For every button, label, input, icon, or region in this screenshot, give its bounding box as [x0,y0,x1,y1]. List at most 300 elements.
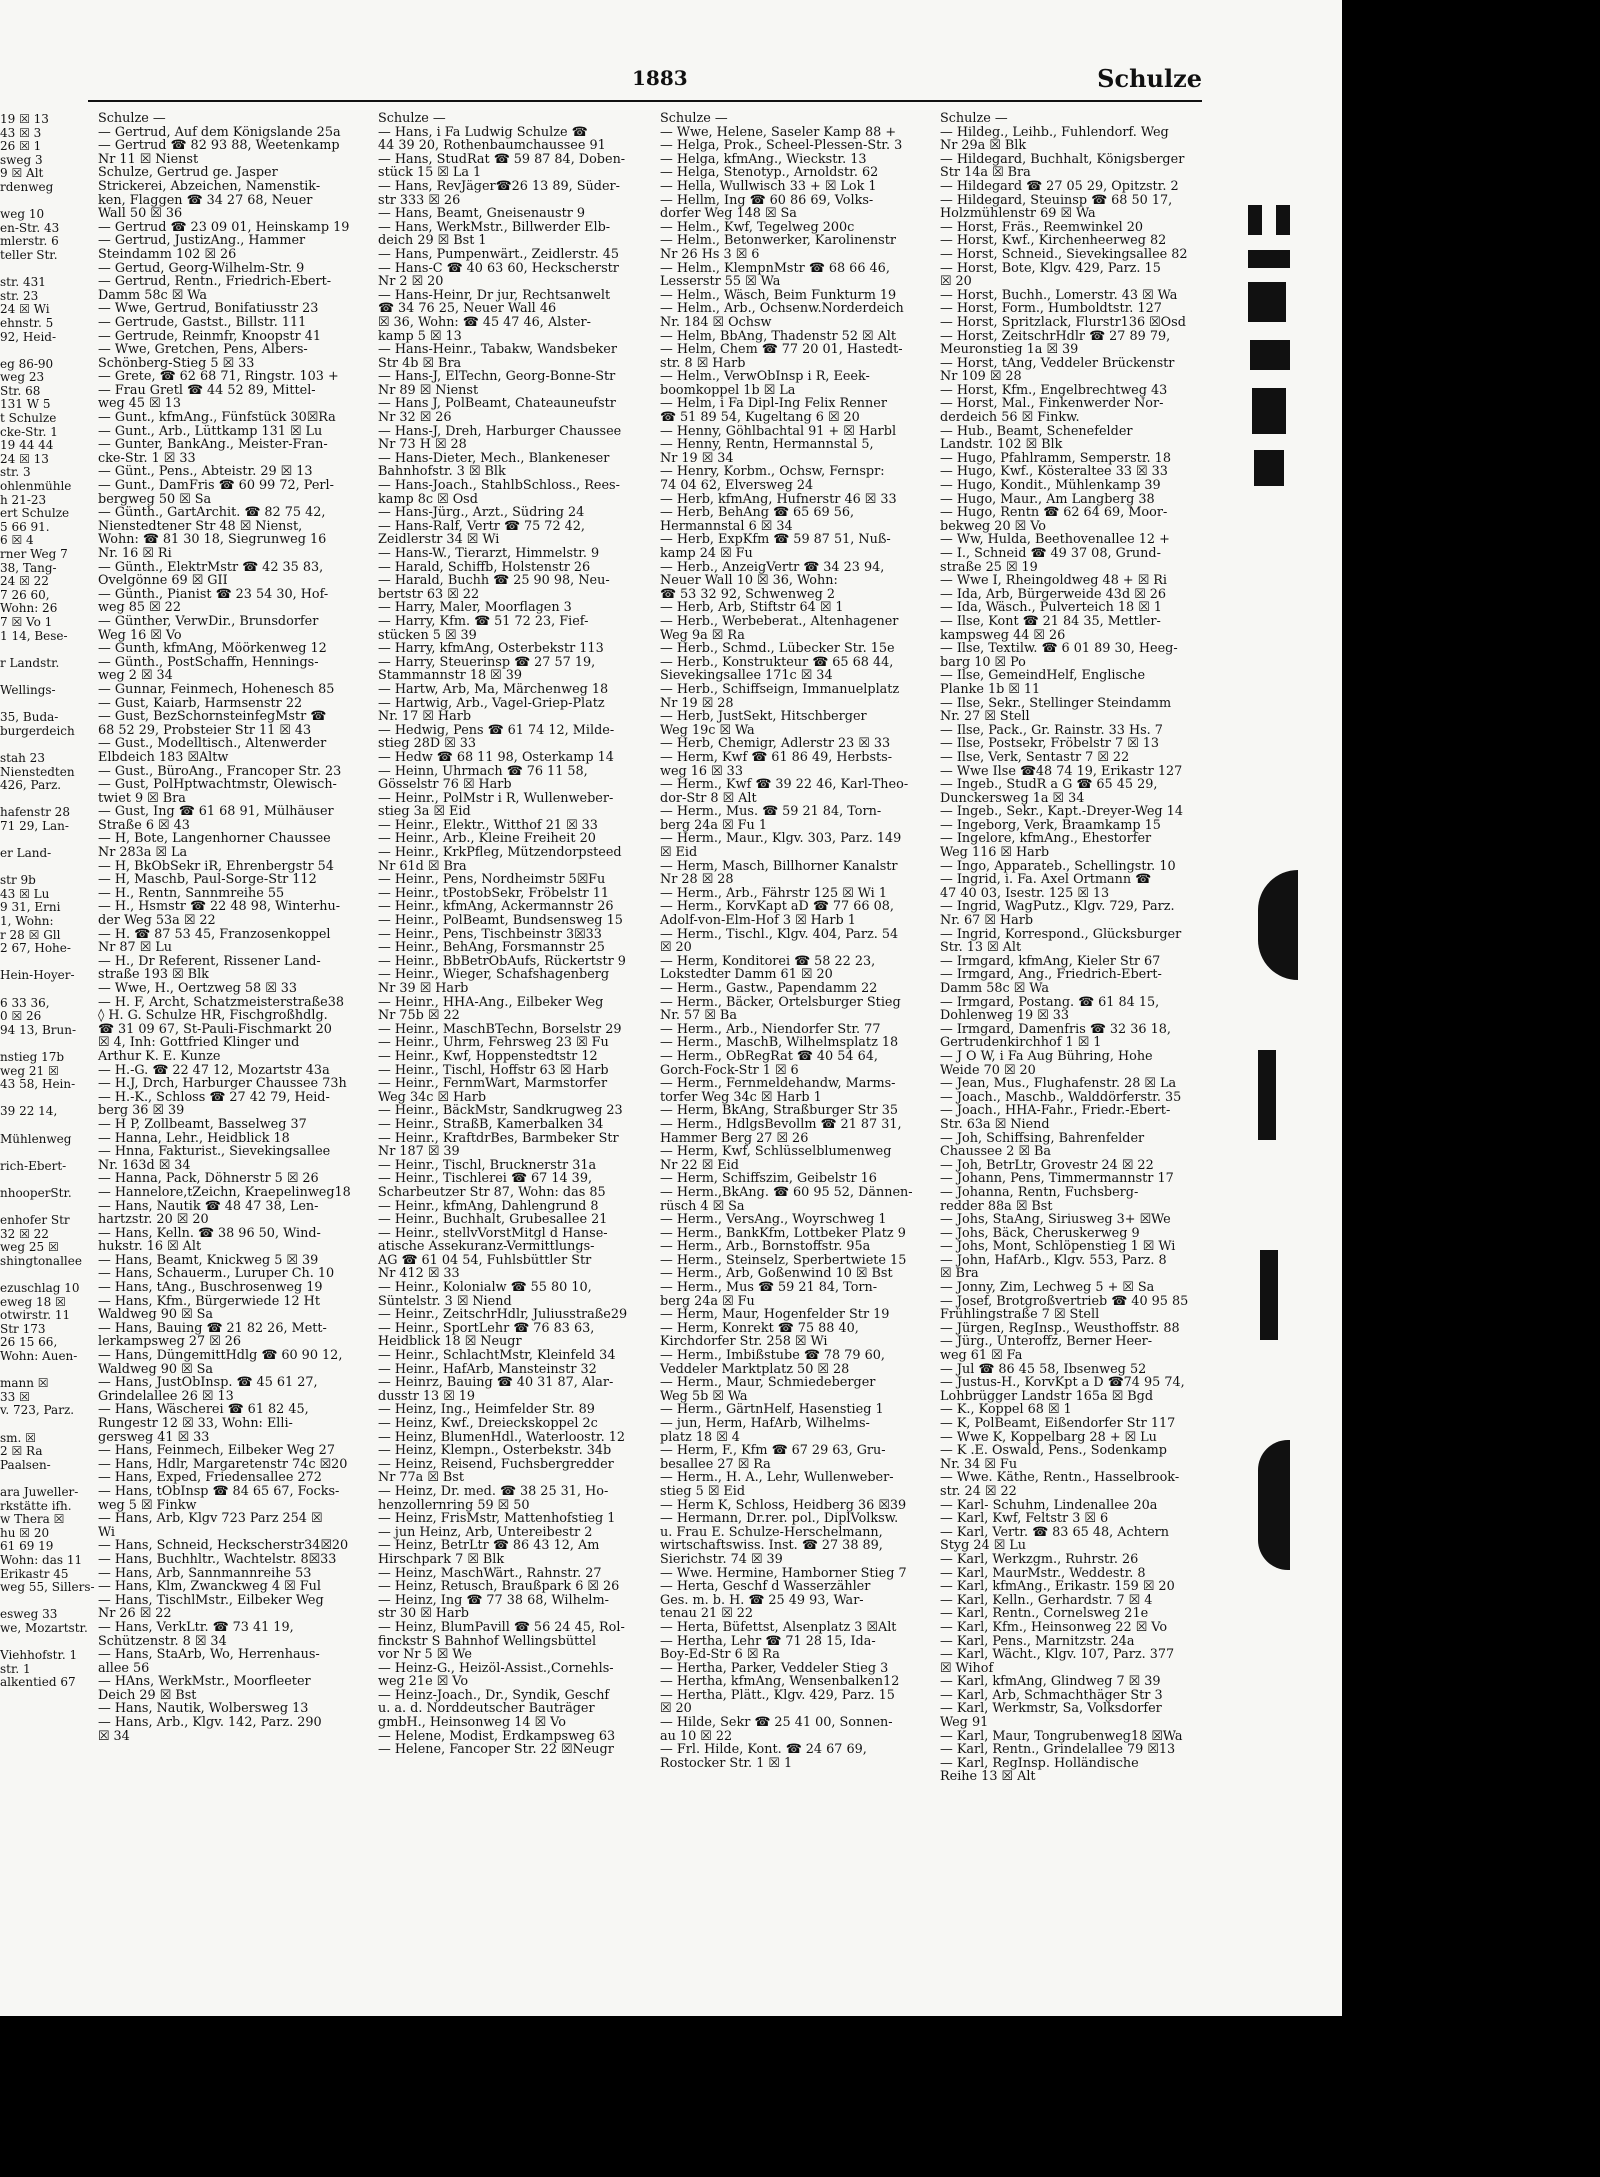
entry-line: — Günth., GartArchit. ☎ 82 75 42, [98,505,326,521]
entry-line: — Hans, Feinmech, Eilbeker Weg 27 [98,1443,335,1459]
entry-line: weg 85 ☒ 22 [98,600,181,616]
fragment-line: rner Weg 7 [0,547,68,561]
entry-line: u. a. d. Norddeutscher Bauträger [378,1701,595,1717]
entry-line: — Hans, Buchhltr., Wachtelstr. 8☒33 [98,1551,337,1567]
fragment-line: Wohn: 26 [0,601,58,616]
entry-line: Holzmühlenstr 69 ☒ Wa [940,206,1096,222]
entry-line: — Hans, Arb, Klgv 723 Parz 254 ☒ [98,1511,323,1527]
entry-line: Wi [98,1524,116,1540]
entry-line: — Wwe I, Rheingoldweg 48 + ☒ Ri [940,573,1167,589]
entry-line: — Herm, Kwf ☎ 61 86 49, Herbsts- [660,749,893,765]
entry-line: — Herm., VersAng., Woyrschweg 1 [660,1212,887,1228]
entry-line: Nr 11 ☒ Nienst [98,151,199,167]
entry-line: — Herm., Mus. ☎ 59 21 84, Torn- [660,804,882,820]
entry-line: — Josef, Brotgroßvertrieb ☎ 40 95 85 [940,1293,1189,1309]
fragment-line: w Thera ☒ [0,1512,65,1527]
entry-line: — Heinz, BlumenHdl., Waterloostr. 12 [378,1429,625,1445]
entry-line: — Hannelore,tZeichn, Kraepelinweg18 [98,1184,351,1200]
entry-line: — Gunnar, Feinmech, Hohenesch 85 [98,681,335,697]
fragment-line: 92, Heid- [0,329,57,344]
fragment-line [0,1036,42,1050]
fragment-line: 9 ☒ Alt [0,166,44,181]
entry-line: — Helm., Wäsch, Beim Funkturm 19 [660,287,897,303]
entry-line: — Hans, Kfm., Bürgerwiede 12 Ht [98,1293,320,1309]
entry-line: — Joh, Schiffsing, Bahrenfelder [940,1130,1145,1146]
entry-line: dor-Str 8 ☒ Alt [660,790,757,806]
entry-line: — Herm., Arb, Goßenwind 10 ☒ Bst [660,1266,893,1282]
entry-line: — Hans J, PolBeamt, Chateauneufstr [378,396,616,412]
entry-line: — Heinz, BetrLtr ☎ 86 43 12, Am [378,1538,600,1554]
entry-line: — Gunth, kfmAng, Möörkenweg 12 [98,641,327,657]
entry-line: Nr 32 ☒ 26 [378,410,452,426]
entry-line: — Herb., Werbeberat., Altenhagener [660,613,899,629]
fragment-line: ohlenmühle [0,479,72,494]
entry-line: — Heinr., PolMstr i R, Wullenweber- [378,790,614,806]
entry-line: — Harry, Steuerinsp ☎ 27 57 19, [378,654,596,670]
entry-line: Frühlingstraße 7 ☒ Stell [940,1307,1100,1323]
entry-line: — Gust, BezSchornsteinfegMstr ☎ [98,709,327,725]
entry-line: Nr. 34 ☒ Fu [940,1456,1018,1472]
entry-line: — H., Hsmstr ☎ 22 48 98, Winterhu- [98,899,341,915]
entry-line: str 333 ☒ 26 [378,192,461,208]
entry-line: der Weg 53a ☒ 22 [98,913,216,929]
entry-line: — Hans, VerkLtr. ☎ 73 41 19, [98,1619,294,1635]
fragment-line: alkentied 67 [0,1675,76,1690]
entry-line: stieg 3a ☒ Eid [378,804,471,820]
entry-line: — Hildegard, Steuinsp ☎ 68 50 17, [940,192,1173,208]
fragment-line [0,642,42,656]
entry-line: stieg 5 ☒ Eid [660,1483,746,1499]
entry-line: — Helm., Betonwerker, Karolinenstr [660,233,896,249]
entry-line: — Heinr., BäckMstr, Sandkrugweg 23 [378,1103,623,1119]
entry-line: — Henny, Rentn, Hermannstal 5, [660,437,874,453]
fragment-line: 38, Tang- [0,560,57,575]
entry-line: Zeidlerstr 34 ☒ Wi [378,532,500,548]
entry-line: — Heinr., SchlachtMstr, Kleinfeld 34 [378,1348,616,1364]
entry-line: — Harald, Buchh ☎ 25 90 98, Neu- [378,573,610,589]
entry-line: — Helm., Arb., Ochsenw.Norderdeich [660,301,904,317]
entry-line: — Hertha, Lehr ☎ 71 28 15, Ida- [660,1633,876,1649]
fragment-line: h 21-23 [0,492,47,507]
entry-line: — J O W, i Fa Aug Bühring, Hohe [940,1048,1153,1064]
entry-line: — Hans, Arb., Klgv. 142, Parz. 290 [98,1715,322,1731]
entry-line: — Hedwig, Pens ☎ 61 74 12, Milde- [378,722,615,738]
fragment-line: Str 173 [0,1321,46,1336]
entry-line: — Hans, Wäscherei ☎ 61 82 45, [98,1402,309,1418]
entry-line: Lohbrügger Landstr 165a ☒ Bgd [940,1388,1154,1404]
entry-line: — Helga, kfmAng., Wieckstr. 13 [660,151,867,167]
entry-line: — Herm., BankKfm, Lottbeker Platz 9 [660,1225,906,1241]
entry-line: — Gertrud, Auf dem Königslande 25a [98,124,341,140]
entry-line: — Heinr., Pens, Nordheimstr 5☒Fu [378,872,606,888]
entry-line: Nr 187 ☒ 39 [378,1144,460,1160]
entry-line: — Heinr., Pens, Tischbeinstr 3☒33 [378,926,602,942]
fragment-line: Wohn: das 11 [0,1552,83,1567]
entry-line: — Ilse, GemeindHelf, Englische [940,668,1146,684]
fragment-line: r Landstr. [0,655,60,670]
entry-line: Nr 77a ☒ Bst [378,1470,465,1486]
fragment-line: rdenweg [0,179,54,194]
entry-line: wirtschaftswiss. Inst. ☎ 27 38 89, [660,1538,883,1554]
fragment-line: ara Juweller- [0,1484,79,1499]
entry-line: — Hans-J, Dreh, Harburger Chaussee [378,423,622,439]
entry-line: — Hellm, Ing ☎ 60 86 69, Volks- [660,192,874,208]
entry-line: — Hugo, Kondit., Mühlenkamp 39 [940,478,1161,494]
entry-line: Nr 87 ☒ Lu [98,940,173,956]
entry-line: — Heinr., BehAng, Forsmannstr 25 [378,940,605,956]
entry-line: — Herm, BkAng, Straßburger Str 35 [660,1103,899,1119]
fragment-line: sweg 3 [0,152,43,167]
fragment-line: 71 29, Lan- [0,818,69,833]
entry-line: — Johs, Mont, Schlöpenstieg 1 ☒ Wi [940,1239,1176,1255]
fragment-line [0,1635,42,1649]
entry-line: — K .E. Oswald, Pens., Sodenkamp [940,1443,1167,1459]
entry-line: — Frau Gretl ☎ 44 52 89, Mittel- [98,382,316,398]
entry-line: — Herta, Büfettst, Alsenplatz 3 ☒Alt [660,1619,897,1635]
entry-line: — Heinz, FrisMstr, Mattenhofstieg 1 [378,1511,616,1527]
entry-line: lerkampsweg 27 ☒ 26 [98,1334,242,1350]
fragment-line: weg 25 ☒ [0,1240,59,1255]
entry-line: — Hans, tObInsp ☎ 84 65 67, Focks- [98,1483,340,1499]
entry-line: — Heinz, Ing., Heimfelder Str. 89 [378,1402,595,1418]
entry-line: Elbdeich 183 ☒Altw [98,749,229,765]
entry-line: — Johann, Pens, Timmermannstr 17 [940,1171,1174,1187]
fragment-line: 426, Parz. [0,778,62,793]
entry-line: — jun, Herm, HafArb, Wilhelms- [660,1416,870,1431]
entry-line: — Karl, Vertr. ☎ 83 65 48, Achtern [940,1524,1169,1540]
fragment-line [0,1471,42,1485]
fragment-line [0,1417,42,1431]
entry-line: — Johs, Bäck, Cheruskerweg 9 [940,1225,1140,1241]
entry-line: — Ilse, Textilw. ☎ 6 01 89 30, Heeg- [940,641,1178,657]
entry-line: stieg 28D ☒ 33 [378,736,477,752]
entry-line: weg 2 ☒ 34 [98,668,173,684]
entry-line: — Heinz, BlumPavill ☎ 56 24 45, Rol- [378,1619,625,1635]
fragment-line: eweg 18 ☒ [0,1294,66,1309]
entry-line: — H, Maschb, Paul-Sorge-Str 112 [98,872,317,888]
entry-line: — Jean, Mus., Flughafenstr. 28 ☒ La [940,1076,1177,1092]
fragment-line: 24 ☒ 22 [0,574,49,589]
entry-line: — Wwe K, Koppelbarg 28 + ☒ Lu [940,1429,1157,1445]
entry-line: — Joh, BetrLtr, Grovestr 24 ☒ 22 [940,1157,1154,1173]
entry-line: — Hans, Beamt, Gneisenaustr 9 [378,206,586,222]
entry-line: — Herb, Arb, Stiftstr 64 ☒ 1 [660,600,844,616]
fragment-line: Wohn: Auen- [0,1349,78,1364]
entry-line: — Herm., Maur, Schmiedeberger [660,1375,876,1391]
entry-line: — Helm., KlempnMstr ☎ 68 66 46, [660,260,890,276]
entry-line: — Herm., Arb., Niendorfer Str. 77 [660,1021,881,1037]
entry-line: Nienstedtener Str 48 ☒ Nienst, [98,518,303,534]
entry-line: — Wwe, Gretchen, Pens, Albers- [98,342,308,358]
entry-line: Dunckersweg 1a ☒ 34 [940,790,1085,806]
entry-line: — Karl, MaurMstr., Weddestr. 8 [940,1565,1146,1581]
fragment-line: str 9b [0,873,36,888]
entry-line: — Gust, Ing ☎ 61 68 91, Mülhäuser [98,804,334,820]
fragment-line [0,1172,42,1186]
entry-line: — Hertha, Parker, Veddeler Stieg 3 [660,1660,889,1676]
fragment-line: mann ☒ [0,1376,49,1391]
entry-line: Gertrudenkirchhof 1 ☒ 1 [940,1035,1102,1051]
entry-line: — Hildeg., Leihb., Fuhlendorf. Weg [940,124,1169,140]
entry-line: — Harry, Kfm. ☎ 51 72 23, Fief- [378,613,589,629]
entry-line: — Karl, Rentn., Grindelallee 79 ☒13 [940,1742,1176,1758]
entry-line: — Horst, ZeitschrHdlr ☎ 27 89 79, [940,328,1171,344]
entry-line: — H. ☎ 87 53 45, Franzosenkoppel [98,926,331,942]
fragment-line: hafenstr 28 [0,805,70,820]
fragment-line: Nienstedten [0,764,75,779]
entry-line: — Gunter, BankAng., Meister-Fran- [98,437,328,453]
fragment-line: weg 10 [0,207,45,222]
entry-line: — Johs, StaAng, Siriusweg 3+ ☒We [940,1212,1171,1228]
entry-line: — Hans-Heinr., Tabakw, Wandsbeker [378,342,617,358]
entry-line: — Hartwig, Arb., Vagel-Griep-Platz [378,695,605,711]
entry-line: — Heinr., SportLehr ☎ 76 83 63, [378,1320,595,1336]
fragment-line [0,1118,42,1132]
entry-line: — Gust., Modelltisch., Altenwerder [98,736,327,752]
entry-line: Adolf-von-Elm-Hof 3 ☒ Harb 1 [660,913,856,929]
fragment-line: 0 ☒ 26 [0,1009,42,1024]
entry-line: — H.-K., Schloss ☎ 27 42 79, Heid- [98,1089,330,1105]
entry-line: — Hans, Beamt, Knickweg 5 ☒ 39 [98,1252,319,1268]
fragment-line: 6 ☒ 4 [0,533,34,548]
entry-line: Nr. 57 ☒ Ba [660,1008,737,1024]
entry-line: — Heinz-G., Heizöl-Assist.,Cornehls- [378,1660,614,1676]
directory-column-4 [940,112,1202,1784]
entry-line: — Heinz, Kwf., Dreieckskoppel 2c [378,1416,598,1431]
fragment-line: v. 723, Parz. [0,1403,75,1418]
entry-line: — Herta, Geschf d Wasserzähler [660,1579,871,1595]
fragment-line: 32 ☒ 22 [0,1226,49,1241]
entry-line: Weg 34c ☒ Harb [378,1089,487,1105]
entry-line: Str. 63a ☒ Niend [940,1116,1050,1132]
entry-line: Nr 19 ☒ 28 [660,695,734,711]
entry-line: ☒ 20 [660,940,692,956]
entry-line: — Herb, BehAng ☎ 65 69 56, [660,505,855,521]
entry-line: — Joach., HHA-Fahr., Friedr.-Ebert- [940,1103,1171,1119]
entry-line: — Hans, Nautik ☎ 48 47 38, Len- [98,1198,319,1214]
entry-line: — Horst, Fräs., Reemwinkel 20 [940,219,1144,235]
entry-line: — Ingelore, kfmAng., Ehestorfer [940,831,1152,847]
fragment-line: rkstätte ifh. [0,1498,72,1513]
entry-line: straße 193 ☒ Blk [98,967,209,983]
entry-line: — Hans, Exped, Friedensallee 272 [98,1470,322,1486]
entry-line: cke-Str. 1 ☒ 33 [98,450,196,466]
fragment-line [0,1200,42,1214]
entry-line: finckstr S Bahnhof Wellingsbüttel [378,1633,597,1649]
entry-line: — Heinz, MaschWärt., Rahnstr. 27 [378,1565,602,1581]
entry-line: — Karl, Wächt., Klgv. 107, Parz. 377 [940,1647,1175,1663]
entry-line: — Hartw, Arb, Ma, Märchenweg 18 [378,681,609,697]
entry-line: kamp 5 ☒ 13 [378,328,462,344]
entry-line: — Justus-H., KorvKpt a D ☎74 95 74, [940,1375,1185,1391]
entry-line: — Heinr., HHA-Ang., Eilbeker Weg [378,994,604,1010]
entry-line: ☒ Bra [940,1266,979,1282]
entry-line: Nr 61d ☒ Bra [378,858,467,874]
entry-line: au 10 ☒ 22 [660,1728,733,1744]
fragment-line: ehnstr. 5 [0,315,54,330]
entry-line: Schulze — [378,111,446,126]
entry-line: Rostocker Str. 1 ☒ 1 [660,1755,793,1771]
fragment-line [0,1091,42,1105]
entry-line: atische Assekuranz-Vermittlungs- [378,1239,595,1255]
entry-line: — Harry, kfmAng, Osterbekstr 113 [378,641,604,657]
entry-line: — Jonny, Zim, Lechweg 5 + ☒ Sa [940,1280,1155,1296]
entry-line: — Karl- Schuhm, Lindenallee 20a [940,1497,1158,1513]
fragment-line [0,343,42,357]
entry-line: — Herm., MaschB, Wilhelmsplatz 18 [660,1035,899,1051]
entry-line: — Herb., AnzeigVertr ☎ 34 23 94, [660,559,885,575]
fragment-line: esweg 33 [0,1607,58,1622]
entry-line: — Irmgard, kfmAng, Kieler Str 67 [940,953,1161,969]
entry-line: — jun Heinz, Arb, Untereibestr 2 [378,1524,593,1540]
entry-line: — Günth., ElektrMstr ☎ 42 35 83, [98,559,324,575]
entry-line: Hammer Berg 27 ☒ 26 [660,1130,809,1146]
fragment-line: 26 ☒ 1 [0,139,42,154]
entry-line: boomkoppel 1b ☒ La [660,382,796,398]
entry-line: — Karl, Pens., Marnitzstr. 24a [940,1633,1135,1649]
entry-line: — Wwe, Helene, Saseler Kamp 88 + [660,124,897,140]
entry-line: — Helm., Kwf, Tegelweg 200c [660,219,855,235]
fragment-line: cke-Str. 1 [0,424,58,439]
entry-line: — Wwe, H., Oertzweg 58 ☒ 33 [98,981,298,996]
entry-line: — Herm., KorvKapt aD ☎ 77 66 08, [660,899,894,915]
entry-line: Schützenstr. 8 ☒ 34 [98,1633,227,1649]
entry-line: Schulze, Gertrud ge. Jasper [98,165,278,181]
fragment-line: 131 W 5 [0,397,51,412]
entry-line: Nr. 184 ☒ Ochsw [660,314,772,330]
entry-line: Kirchdorfer Str. 258 ☒ Wi [660,1334,828,1350]
entry-line: — Helm, BbAng, Thadenstr 52 ☒ Alt [660,328,897,344]
entry-line: — Horst, Kfm., Engelbrechtweg 43 [940,382,1168,398]
entry-line: — H, BkObSekr iR, Ehrenbergstr 54 [98,858,334,874]
entry-line: — Hans, Kelln. ☎ 38 96 50, Wind- [98,1225,321,1241]
entry-line: 74 04 62, Elversweg 24 [660,478,814,494]
fragment-line: 6 33 36, [0,995,50,1010]
entry-line: Ges. m. b. H. ☎ 25 49 93, War- [660,1592,864,1608]
entry-line: berg 24a ☒ Fu [660,1293,755,1309]
fragment-line: Viehhofstr. 1 [0,1648,78,1663]
entry-line: — Herb, ExpKfm ☎ 59 87 51, Nuß- [660,532,891,548]
entry-line: — Herm., Fernmeldehandw, Marms- [660,1076,896,1092]
fragment-line: sm. ☒ [0,1430,36,1445]
entry-line: — Ingo, Apparateb., Schellingstr. 10 [940,858,1176,874]
entry-line: bergweg 50 ☒ Sa [98,491,212,507]
entry-line: weg 16 ☒ 33 [660,763,743,779]
entry-line: — Heinr., Kwf, Hoppenstedtstr 12 [378,1048,598,1064]
entry-line: Str 14a ☒ Bra [940,165,1031,181]
entry-line: — Hans, StudRat ☎ 59 87 84, Doben- [378,151,626,167]
entry-line: — K., Koppel 68 ☒ 1 [940,1402,1072,1418]
entry-line: bekweg 20 ☒ Vo [940,518,1046,534]
fragment-line: 5 66 91. [0,519,50,534]
entry-line: — Heinz, Ing ☎ 77 38 68, Wilhelm- [378,1592,609,1608]
entry-line: — Hugo, Kwf., Kösteraltee 33 ☒ 33 [940,464,1168,480]
entry-line: — Ida, Arb, Bürgerweide 43d ☒ 26 [940,586,1167,602]
entry-line: Rungestr 12 ☒ 33, Wohn: Elli- [98,1416,293,1431]
entry-line: — Hella, Wullwisch 33 + ☒ Lok 1 [660,178,877,194]
entry-line: barg 10 ☒ Po [940,654,1026,670]
entry-line: Hirschpark 7 ☒ Blk [378,1551,505,1567]
entry-line: Weg 9a ☒ Ra [660,627,745,643]
entry-line: — Horst, Spritzlack, Flurstr136 ☒Osd [940,314,1186,330]
entry-line: Nr 2 ☒ 20 [378,274,444,290]
entry-line: Nr. 27 ☒ Stell [940,709,1030,725]
fragment-line [0,1594,42,1608]
entry-line: — Heinz, Klempn., Osterbekstr. 34b [378,1443,612,1459]
entry-line: — Horst, Form., Humboldtstr. 127 [940,301,1162,317]
entry-line: — Herb, JustSekt, Hitschberger [660,709,867,725]
entry-line: — Heinr., BbBetrObAufs, Rückertstr 9 [378,953,626,969]
entry-line: — Karl, Arb, Schmachthäger Str 3 [940,1687,1163,1703]
entry-line: — Irmgard, Postang. ☎ 61 84 15, [940,994,1160,1010]
entry-line: — Ingrid, i. Fa. Axel Ortmann ☎ [940,872,1152,888]
fragment-line [0,1267,42,1281]
entry-line: — Heinr., Uhrm, Fehrsweg 23 ☒ Fu [378,1035,609,1051]
entry-line: platz 18 ☒ 4 [660,1429,740,1445]
entry-line: — Ww, Hulda, Beethovenallee 12 + [940,532,1170,548]
entry-line: dorfer Weg 148 ☒ Sa [660,206,797,222]
entry-line: berg 36 ☒ 39 [98,1103,185,1119]
entry-line: — Frl. Hilde, Kont. ☎ 24 67 69, [660,1742,867,1758]
entry-line: — Ingrid, WagPutz., Klgv. 729, Parz. [940,899,1175,915]
entry-line: — Herb, Chemigr, Adlerstr 23 ☒ 33 [660,736,891,752]
entry-line: — H. F, Archt, Schatzmeisterstraße38 [98,994,344,1010]
entry-line: allee 56 [98,1660,150,1676]
entry-line: — Hans, TischlMstr., Eilbeker Weg [98,1592,324,1608]
entry-line: Waldweg 90 ☒ Sa [98,1307,214,1323]
entry-line: — Irmgard, Ang., Friedrich-Ebert- [940,967,1162,983]
entry-line: — Günt., Pens., Abteistr. 29 ☒ 13 [98,464,313,480]
fragment-line: mlerstr. 6 [0,234,59,249]
entry-line: — Hanna, Pack, Döhnerstr 5 ☒ 26 [98,1171,319,1187]
fragment-line: weg 21 ☒ [0,1063,59,1078]
entry-line: — Hans, Bauing ☎ 21 82 26, Mett- [98,1320,327,1336]
entry-line: ☎ 31 09 67, St-Pauli-Fischmarkt 20 [98,1021,332,1037]
fragment-line: str. 1 [0,1661,31,1676]
fragment-line: shingtonallee [0,1253,82,1268]
entry-line: ◊ H. G. Schulze HR, Fischgroßhdlg. [98,1008,328,1024]
entry-line: — Gertrud, JustizAng., Hammer [98,233,306,249]
entry-line: Nr 39 ☒ Harb [378,981,469,996]
entry-line: — Hermann, Dr.rer. pol., DiplVolksw. [660,1511,899,1527]
fragment-line: 24 ☒ 13 [0,451,49,466]
entry-line: — Hans-W., Tierarzt, Himmelstr. 9 [378,546,600,561]
entry-line: — Heinr., kfmAng, Dahlengrund 8 [378,1198,599,1214]
entry-line: — Hnna, Fakturist., Sievekingsallee [98,1144,331,1160]
entry-line: Nr 29a ☒ Blk [940,138,1027,154]
entry-line: — Herb., Schiffseign, Immanuelplatz [660,681,900,697]
entry-line: Nr 22 ☒ Eid [660,1157,739,1173]
directory-column-3 [660,112,930,1770]
next-page-edge [1236,0,1342,2016]
fragment-line: 9 31, Erni [0,900,61,915]
entry-line: str. 24 ☒ 22 [940,1483,1017,1499]
entry-line: — Ingrid, Korrespond., Glücksburger [940,926,1182,942]
entry-line: 44 39 20, Rothenbaumchaussee 91 [378,138,606,154]
entry-line: Nr 26 Hs 3 ☒ 6 [660,246,760,262]
entry-line: — Irmgard, Damenfris ☎ 32 36 18, [940,1021,1171,1037]
entry-line: — Herm., Tischl., Klgv. 404, Parz. 54 [660,926,899,942]
entry-line: — Henny, Göhlbachtal 91 + ☒ Harbl [660,423,897,439]
entry-line: Weg 5b ☒ Wa [660,1388,748,1404]
fragment-line: eg 86-90 [0,356,54,371]
entry-line: ☒ 4, Inh: Gottfried Klinger und [98,1035,300,1051]
entry-line: — Gunt., kfmAng., Fünfstück 30☒Ra [98,410,336,426]
entry-line: — Horst, Kwf., Kirchenheerweg 82 [940,233,1167,249]
entry-line: — Hans, Hdlr, Margaretenstr 74c ☒20 [98,1456,348,1472]
fragment-line [0,737,42,751]
entry-line: berg 24a ☒ Fu 1 [660,817,767,833]
